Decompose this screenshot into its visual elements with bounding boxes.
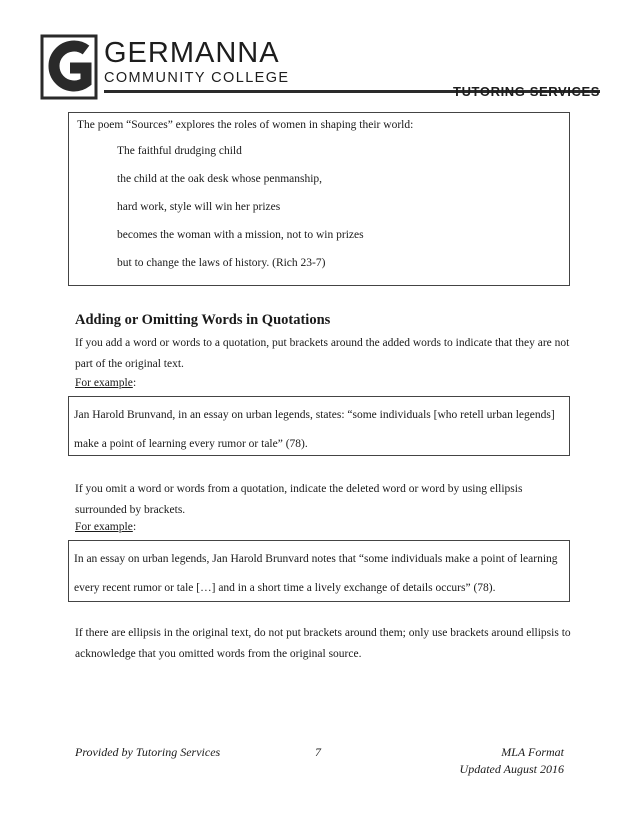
example-label: For example	[75, 521, 133, 533]
example-colon: :	[133, 377, 137, 389]
footer-provider: Provided by Tutoring Services	[75, 745, 221, 759]
poem-line: The faithful drudging child	[117, 145, 242, 157]
footer-format	[460, 745, 564, 777]
footer-updated: Updated August 2016	[459, 762, 564, 776]
poem-line: hard work, style will win her prizes	[117, 201, 281, 213]
footer-format-title: MLA Format	[501, 745, 564, 759]
example-quote-box-2: In an essay on urban legends, Jan Harold Brunvard notes that “some individuals make a point of learning every recent rumor or tale […] and in a short time a lively exchange of details occurs” (78).	[68, 540, 570, 602]
ellipsis-paragraph: If there are ellipsis in the original text, do not put brackets around them; only use brackets around ellipsis to acknowledge that you omitted words from the original source.	[75, 627, 571, 660]
college-name: GERMANNA	[104, 37, 280, 69]
poem-line: but to change the laws of history. (Rich 23-7)	[117, 257, 326, 269]
section-heading: Adding or Omitting Words in Quotations	[75, 312, 331, 328]
poem-line: the child at the oak desk whose penmanship,	[117, 173, 323, 185]
example-label: For example	[75, 377, 133, 389]
example-quote-box-1: Jan Harold Brunvand, in an essay on urban legends, states: “some individuals [who retell urban legends] make a point of learning every rumor or tale” (78).	[68, 396, 570, 456]
department-title: TUTORING SERVICES	[453, 84, 600, 99]
poem-intro: The poem “Sources” explores the roles of women in shaping their world:	[77, 119, 414, 131]
germanna-logo-icon	[40, 34, 98, 100]
poem-line: becomes the woman with a mission, not to win prizes	[117, 229, 364, 241]
adding-words-paragraph: If you add a word or words to a quotation, put brackets around the added words to indicate that they are not part of the original text.	[75, 337, 570, 370]
example-colon: :	[133, 521, 137, 533]
poem-quote-box	[68, 112, 570, 286]
college-subtitle: COMMUNITY COLLEGE	[104, 70, 290, 86]
omitting-words-paragraph: If you omit a word or words from a quotation, indicate the deleted word or word by using ellipsis surrounded by brackets.	[75, 483, 523, 516]
page-number: 7	[315, 745, 321, 759]
